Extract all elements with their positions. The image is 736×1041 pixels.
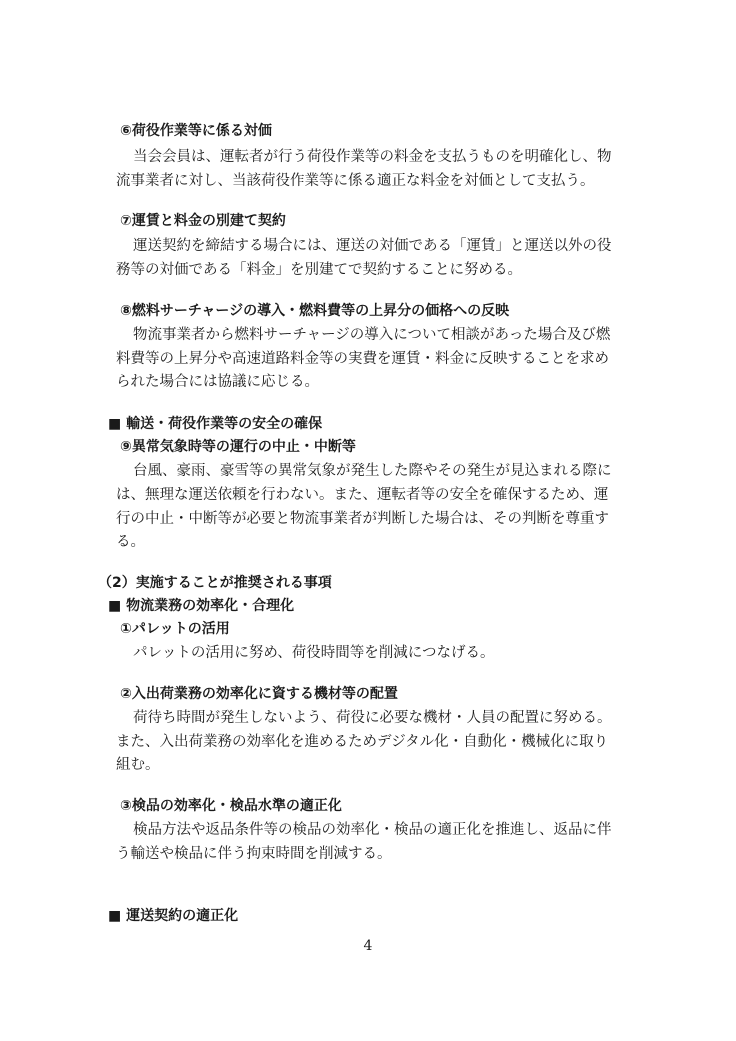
item-3-body-line: 検品方法や返品条件等の検品の効率化・検品の適正化を推進し、返品に伴: [133, 822, 612, 838]
section-9-body-line: 台風、豪雨、豪雪等の異常気象が発生した際やその発生が見込まれる際に: [133, 463, 612, 479]
section-8-body-line: られた場合には協議に応じる。: [116, 374, 319, 390]
page-number: 4: [363, 938, 373, 954]
section-7-heading: ⑦運賃と料金の別建て契約: [120, 213, 286, 229]
contract-section-heading: ■ 運送契約の適正化: [108, 908, 239, 924]
section-8-body-line: 物流事業者から燃料サーチャージの導入について相談があった場合及び燃: [133, 327, 611, 343]
item-1-heading: ①パレットの活用: [120, 621, 230, 637]
section-7-body-line: 務等の対価である「料金」を別建てで契約することに努める。: [116, 262, 522, 278]
section-9-body-line: は、無理な運送依頼を行わない。また、運転者等の安全を確保するため、運: [116, 487, 609, 503]
section-6-body-line: 当会会員は、運転者が行う荷役作業等の料金を支払うものを明確化し、物: [133, 149, 612, 165]
section-8-body-line: 料費等の上昇分や高速道路料金等の実費を運賃・料金に反映することを求め: [116, 351, 609, 367]
recommended-items-heading: （2）実施することが推奨される事項: [98, 575, 332, 591]
section-6-heading: ⑥荷役作業等に係る対価: [120, 123, 272, 139]
section-9-heading: ⑨異常気象時等の運行の中止・中断等: [120, 439, 356, 455]
item-1-body-line: パレットの活用に努め、荷役時間等を削減につなげる。: [133, 645, 495, 661]
section-9-body-line: 行の中止・中断等が必要と物流事業者が判断した場合は、その判断を尊重す: [116, 511, 609, 527]
item-2-body-line: 荷待ち時間が発生しないよう、荷役に必要な機材・人員の配置に努める。: [133, 710, 612, 726]
safety-section-heading: ■ 輸送・荷役作業等の安全の確保: [108, 416, 323, 432]
item-2-heading: ②入出荷業務の効率化に資する機材等の配置: [120, 686, 398, 702]
item-3-heading: ③検品の効率化・検品水準の適正化: [120, 798, 342, 814]
section-6-body-line: 流事業者に対し、当該荷役作業等に係る適正な料金を対価として支払う。: [116, 173, 595, 189]
section-9-body-line: る。: [116, 534, 145, 550]
item-2-body-line: また、入出荷業務の効率化を進めるためデジタル化・自動化・機械化に取り: [116, 734, 609, 750]
section-7-body-line: 運送契約を締結する場合には、運送の対価である「運賃」と運送以外の役: [133, 238, 612, 254]
section-8-heading: ⑧燃料サーチャージの導入・燃料費等の上昇分の価格への反映: [120, 303, 510, 319]
efficiency-section-heading: ■ 物流業務の効率化・合理化: [108, 598, 295, 614]
item-3-body-line: う輸送や検品に伴う拘束時間を削減する。: [116, 846, 392, 862]
item-2-body-line: 組む。: [116, 757, 160, 773]
